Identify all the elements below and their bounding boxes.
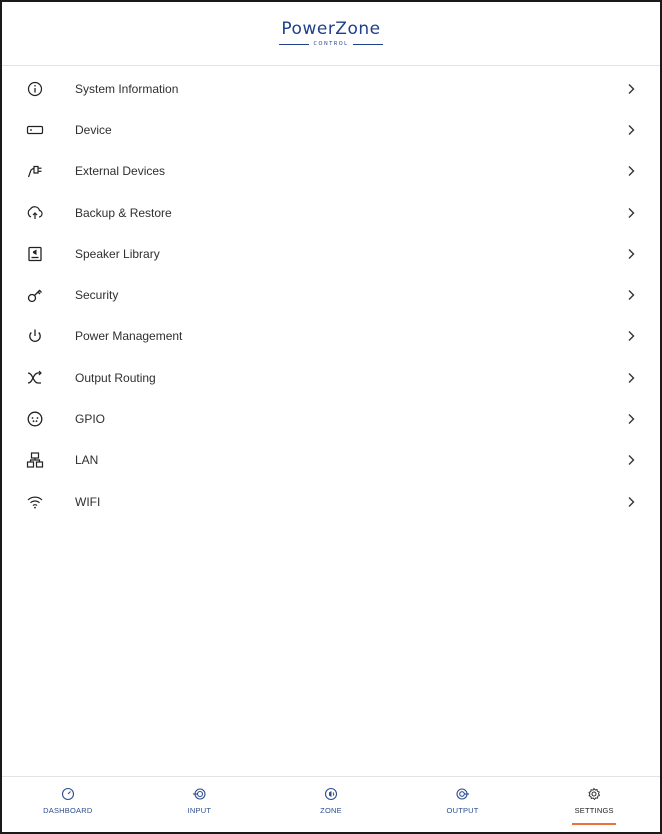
zone-icon [324,787,338,801]
menu-item-backup-restore[interactable] [2,192,660,233]
menu-item-output-routing[interactable] [2,357,660,398]
active-tab-indicator [572,823,616,825]
chevron-right-icon [626,412,636,426]
speaker-library-icon [26,245,44,263]
chevron-right-icon [626,123,636,137]
tab-label: INPUT [187,806,212,815]
menu-item-lan[interactable] [2,440,660,481]
chevron-right-icon [626,206,636,220]
tab-output[interactable] [397,777,529,832]
logo-subline [251,41,411,47]
info-icon [26,80,44,98]
tab-settings[interactable] [528,777,660,832]
menu-item-label: Speaker Library [75,246,160,261]
logo-rule-right [353,44,383,45]
menu-item-wifi[interactable] [2,481,660,522]
wifi-icon [26,493,44,511]
menu-item-label: LAN [75,453,99,468]
tab-label: SETTINGS [574,806,614,815]
key-icon [26,286,44,304]
menu-item-label: External Devices [75,164,166,179]
chevron-right-icon [626,371,636,385]
menu-item-gpio[interactable] [2,398,660,439]
tab-zone[interactable] [265,777,397,832]
menu-item-external-devices[interactable] [2,151,660,192]
menu-item-label: WIFI [75,494,101,509]
menu-item-power-management[interactable] [2,316,660,357]
lan-icon [26,451,44,469]
chevron-right-icon [626,329,636,343]
menu-item-label: GPIO [75,412,106,427]
chevron-right-icon [626,495,636,509]
external-devices-icon [26,162,44,180]
menu-item-label: Security [75,288,119,303]
logo-rule-left [279,44,309,45]
chevron-right-icon [626,453,636,467]
input-icon [192,787,206,801]
tab-label: OUTPUT [446,806,479,815]
device-icon [26,121,44,139]
bottom-tab-bar [2,776,660,832]
chevron-right-icon [626,288,636,302]
menu-item-speaker-library[interactable] [2,233,660,274]
menu-item-label: Device [75,122,112,137]
tab-dashboard[interactable] [2,777,134,832]
power-icon [26,327,44,345]
logo-subtext: CONTROL [313,41,349,47]
menu-item-label: Power Management [75,329,183,344]
chevron-right-icon [626,164,636,178]
backup-restore-icon [26,204,44,222]
menu-item-label: Backup & Restore [75,205,172,220]
menu-item-system-information[interactable] [2,68,660,109]
app-header [2,2,660,66]
tab-input[interactable] [134,777,266,832]
gpio-icon [26,410,44,428]
menu-item-label: Output Routing [75,370,156,385]
menu-item-label: System Information [75,81,179,96]
chevron-right-icon [626,247,636,261]
dashboard-icon [61,787,75,801]
settings-icon [587,787,601,801]
output-icon [456,787,470,801]
menu-item-security[interactable] [2,274,660,315]
chevron-right-icon [626,82,636,96]
logo-wordmark: PowerZone [281,19,381,39]
menu-item-device[interactable] [2,109,660,150]
settings-menu [2,68,660,522]
tab-label: DASHBOARD [43,806,93,815]
powerzone-logo [251,20,411,47]
routing-icon [26,369,44,387]
tab-label: ZONE [320,806,342,815]
